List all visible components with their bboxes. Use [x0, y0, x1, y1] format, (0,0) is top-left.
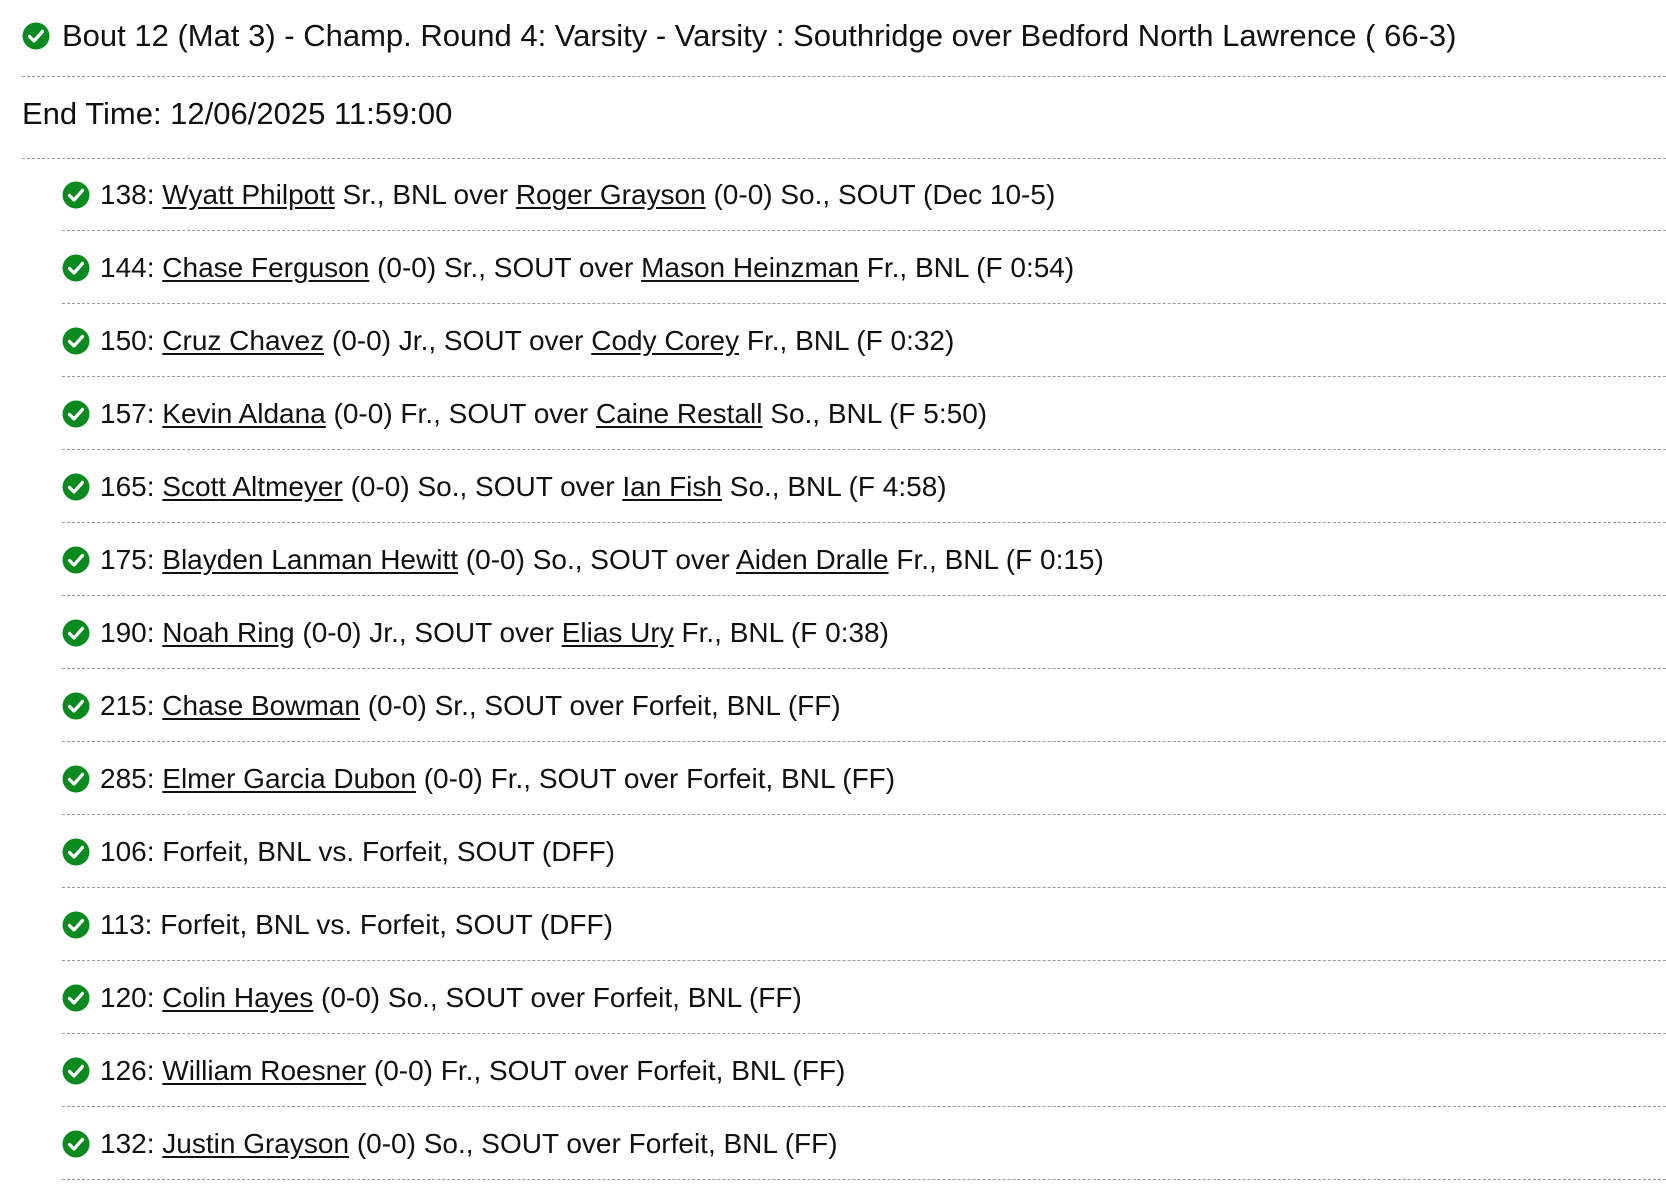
weight-class: 215:: [100, 690, 155, 721]
match-row: [62, 523, 1666, 596]
loser-info: So., BNL (F 5:50): [770, 398, 988, 429]
match-text: [100, 1055, 845, 1087]
weight-class: 113:: [100, 909, 153, 940]
match-text: [100, 544, 1104, 576]
winner-name-link[interactable]: Colin Hayes: [162, 982, 314, 1013]
end-time: End Time: 12/06/2025 11:59:00: [22, 96, 453, 131]
winner-info: Forfeit, BNL vs. Forfeit, SOUT (DFF): [162, 836, 615, 867]
winner-name-link[interactable]: Noah Ring: [162, 617, 295, 648]
winner-info: (0-0) So., SOUT over: [350, 471, 615, 502]
winner-info: (0-0) Sr., SOUT over: [377, 252, 634, 283]
winner-info: (0-0) So., SOUT over: [465, 544, 730, 575]
winner-info: (0-0) Sr., SOUT over Forfeit, BNL (FF): [367, 690, 841, 721]
check-circle-icon: [62, 254, 90, 282]
winner-name-link[interactable]: Blayden Lanman Hewitt: [162, 544, 459, 575]
winner-info: (0-0) Fr., SOUT over Forfeit, BNL (FF): [423, 763, 896, 794]
weight-class: 138:: [100, 179, 155, 210]
match-row: [62, 742, 1666, 815]
match-text: [100, 471, 947, 503]
check-circle-icon: [62, 911, 90, 939]
winner-name-link[interactable]: Chase Ferguson: [162, 252, 370, 283]
loser-name-link[interactable]: Roger Grayson: [515, 179, 706, 210]
winner-name-link[interactable]: Kevin Aldana: [162, 398, 326, 429]
match-text: [100, 617, 889, 649]
match-row: [62, 450, 1666, 523]
loser-info: So., BNL (F 4:58): [729, 471, 947, 502]
match-text: [100, 179, 1055, 211]
check-circle-icon: [62, 692, 90, 720]
loser-name-link[interactable]: Mason Heinzman: [641, 252, 859, 283]
match-row: [62, 231, 1666, 304]
loser-info: Fr., BNL (F 0:54): [866, 252, 1075, 283]
loser-info: Fr., BNL (F 0:15): [896, 544, 1104, 575]
weight-class: 150:: [100, 325, 155, 356]
loser-info: Fr., BNL (F 0:38): [681, 617, 889, 648]
check-circle-icon: [62, 327, 90, 355]
winner-name-link[interactable]: Justin Grayson: [162, 1128, 350, 1159]
check-circle-icon: [62, 838, 90, 866]
check-circle-icon: [62, 1057, 90, 1085]
match-row: [62, 158, 1666, 231]
match-row: [62, 815, 1666, 888]
check-circle-icon: [62, 546, 90, 574]
match-row: [62, 888, 1666, 961]
match-text: [100, 982, 802, 1014]
winner-info: (0-0) So., SOUT over Forfeit, BNL (FF): [356, 1128, 838, 1159]
weight-class: 285:: [100, 763, 155, 794]
winner-name-link[interactable]: Elmer Garcia Dubon: [162, 763, 416, 794]
loser-info: Fr., BNL (F 0:32): [746, 325, 955, 356]
loser-name-link[interactable]: Aiden Dralle: [736, 544, 889, 575]
check-circle-icon: [62, 400, 90, 428]
match-text: [100, 909, 613, 941]
match-row: [62, 377, 1666, 450]
winner-info: (0-0) Jr., SOUT over: [302, 617, 554, 648]
winner-name-link[interactable]: Cruz Chavez: [162, 325, 325, 356]
weight-class: 132:: [100, 1128, 155, 1159]
divider: [22, 76, 1666, 77]
winner-name-link[interactable]: Chase Bowman: [162, 690, 360, 721]
weight-class: 144:: [100, 252, 155, 283]
match-text: [100, 1128, 838, 1160]
weight-class: 190:: [100, 617, 155, 648]
winner-name-link[interactable]: William Roesner: [162, 1055, 367, 1086]
check-circle-icon: [62, 181, 90, 209]
loser-name-link[interactable]: Ian Fish: [622, 471, 722, 502]
weight-class: 106:: [100, 836, 155, 867]
winner-info: (0-0) So., SOUT over Forfeit, BNL (FF): [321, 982, 802, 1013]
winner-name-link[interactable]: Wyatt Philpott: [162, 179, 335, 210]
check-circle-icon: [62, 765, 90, 793]
winner-info: (0-0) Fr., SOUT over Forfeit, BNL (FF): [373, 1055, 846, 1086]
weight-class: 126:: [100, 1055, 155, 1086]
weight-class: 165:: [100, 471, 155, 502]
loser-name-link[interactable]: Cody Corey: [591, 325, 740, 356]
winner-info: Sr., BNL over: [342, 179, 509, 210]
match-row: [62, 1107, 1666, 1180]
match-row: [62, 304, 1666, 377]
match-list: [62, 158, 1666, 1180]
check-circle-icon: [62, 984, 90, 1012]
bout-title: Bout 12 (Mat 3) - Champ. Round 4: Varsity - Varsity : Southridge over Bedford North Lawrence ( 66-3): [62, 18, 1457, 53]
loser-name-link[interactable]: Caine Restall: [595, 398, 763, 429]
winner-info: (0-0) Jr., SOUT over: [331, 325, 584, 356]
match-text: [100, 690, 841, 722]
winner-info: Forfeit, BNL vs. Forfeit, SOUT (DFF): [160, 909, 613, 940]
match-text: [100, 252, 1074, 284]
loser-name-link[interactable]: Elias Ury: [561, 617, 674, 648]
match-row: [62, 1034, 1666, 1107]
check-circle-icon: [62, 1130, 90, 1158]
check-circle-icon: [62, 473, 90, 501]
weight-class: 175:: [100, 544, 155, 575]
weight-class: 120:: [100, 982, 155, 1013]
match-text: [100, 398, 987, 430]
check-circle-icon: [62, 619, 90, 647]
match-text: [100, 836, 615, 868]
match-row: [62, 596, 1666, 669]
match-row: [62, 669, 1666, 742]
weight-class: 157:: [100, 398, 155, 429]
match-row: [62, 961, 1666, 1034]
check-circle-icon: [22, 22, 50, 50]
bout-header: [22, 14, 1456, 58]
loser-info: (0-0) So., SOUT (Dec 10-5): [713, 179, 1056, 210]
match-text: [100, 763, 895, 795]
match-text: [100, 325, 954, 357]
winner-name-link[interactable]: Scott Altmeyer: [162, 471, 343, 502]
winner-info: (0-0) Fr., SOUT over: [333, 398, 589, 429]
